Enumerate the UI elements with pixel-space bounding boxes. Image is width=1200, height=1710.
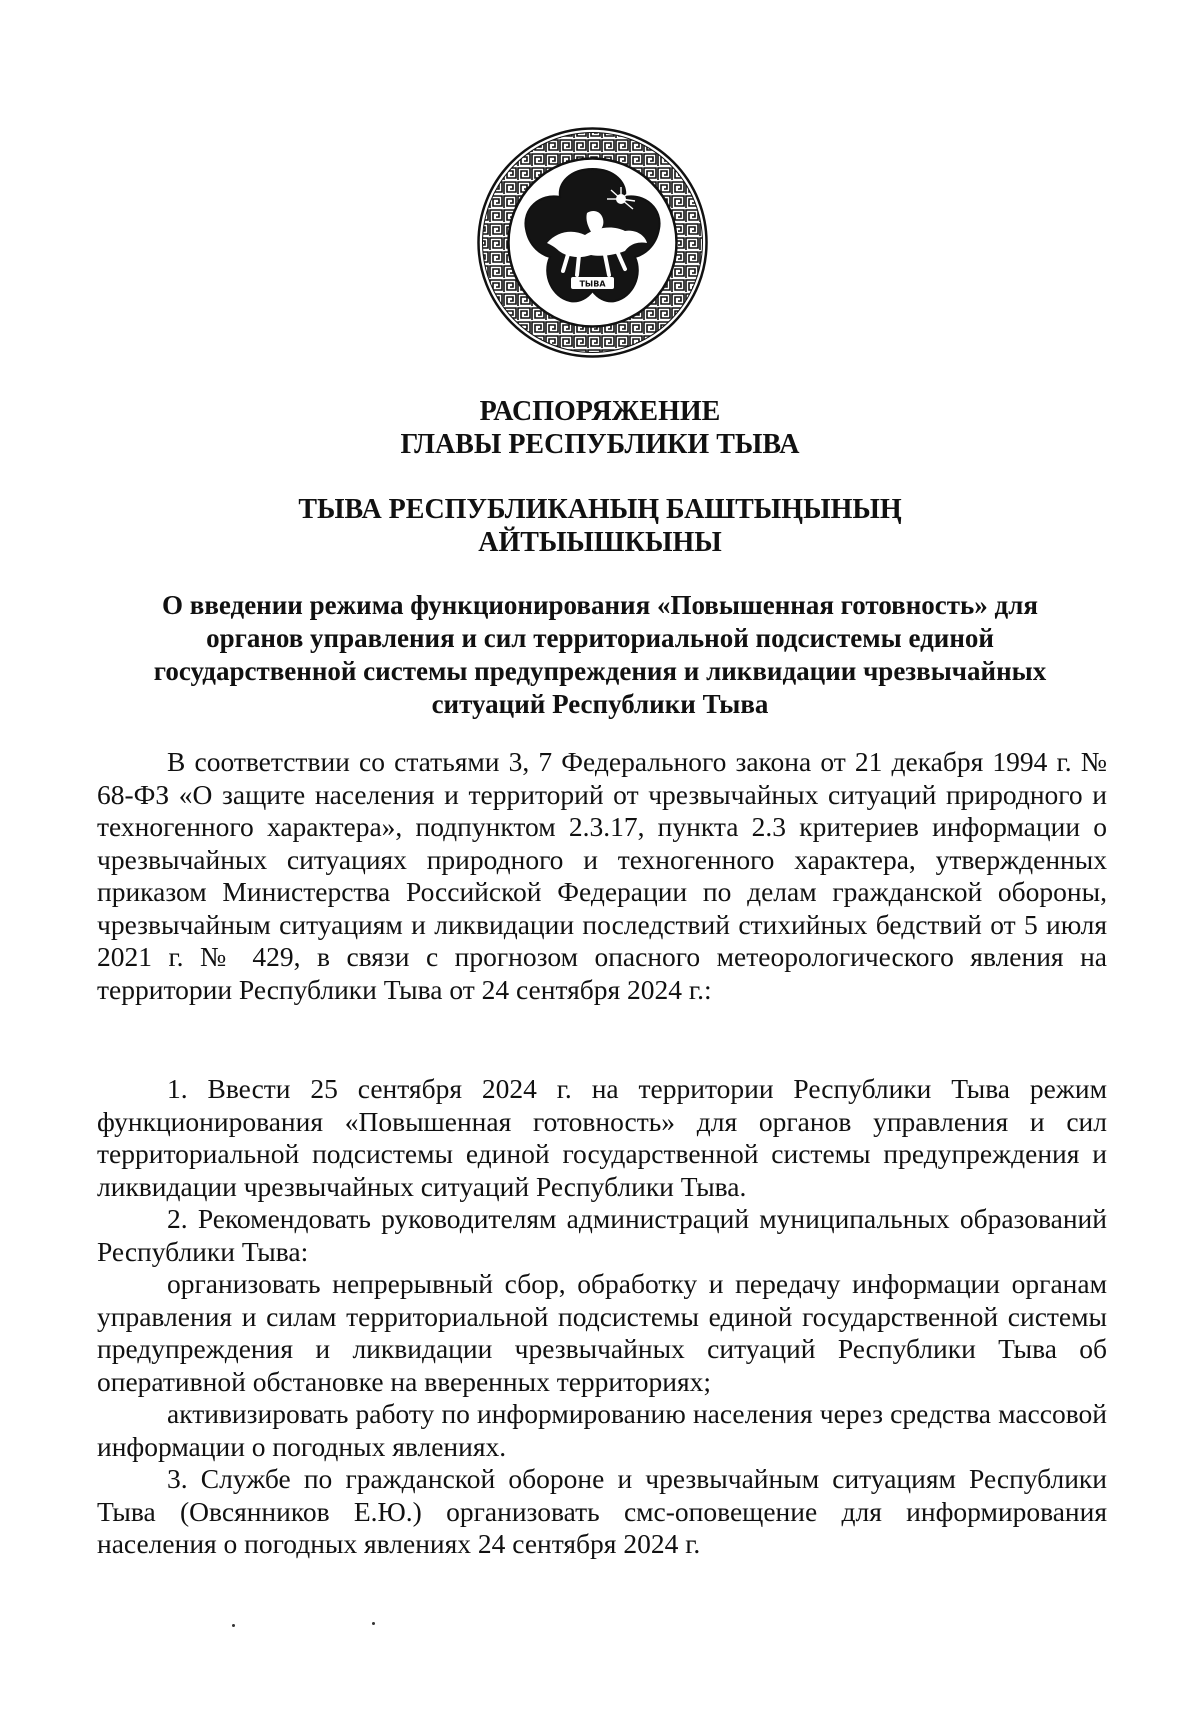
subject-text: О введении режима функционирования «Повышенная готовность» для органов управления и сил территориальной подсистемы единой государственной системы предупреждения и ликвидации чрезвычайных ситуаций Республики Тыва	[153, 590, 1047, 719]
item-2a-paragraph: организовать непрерывный сбор, обработку и передачу информации органам управления и силам территориальной подсистемы единой государственной системы предупреждения и ликвидации чрезвычайных ситуаций Республики Тыва об оперативной обстановке на вверенных территориях;	[97, 1268, 1107, 1397]
emblem-inscription: ТЫВА	[579, 279, 606, 289]
scan-speck	[372, 1622, 375, 1625]
tuvan-line-1: ТЫВА РЕСПУБЛИКАНЫҢ БАШТЫҢЫНЫҢ	[298, 494, 902, 525]
item-1-paragraph: 1. Ввести 25 сентября 2024 г. на территории Республики Тыва режим функционирования «Повышенная готовность» для органов управления и сил территориальной подсистемы единой государственной системы предупреждения и ликвидации чрезвычайных ситуаций Республики Тыва.	[97, 1073, 1107, 1202]
item-2b-paragraph: активизировать работу по информированию населения через средства массовой информации о погодных явлениях.	[97, 1398, 1107, 1462]
tuva-coat-of-arms-icon	[475, 125, 710, 360]
document-title	[90, 395, 1110, 461]
title-line-2: ГЛАВЫ РЕСПУБЛИКИ ТЫВА	[400, 429, 800, 460]
scan-specks	[0, 1622, 1200, 1632]
tuvan-line-2: АЙТЫЫШКЫНЫ	[478, 527, 722, 558]
title-line-1: РАСПОРЯЖЕНИЕ	[479, 396, 721, 427]
document-title-tuvan	[90, 493, 1110, 559]
document-subject	[115, 589, 1085, 721]
scan-speck	[232, 1624, 235, 1627]
item-3-paragraph: 3. Службе по гражданской обороне и чрезвычайным ситуациям Республики Тыва (Овсянников Е.Ю.) организовать смс-оповещение для информирования населения о погодных явлениях 24 сентября 2024 г.	[97, 1463, 1107, 1559]
item-2-paragraph: 2. Рекомендовать руководителям администраций муниципальных образований Республики Тыва:	[97, 1203, 1107, 1267]
intro-paragraph: В соответствии со статьями 3, 7 Федерального закона от 21 декабря 1994 г. № 68-ФЗ «О защите населения и территорий от чрезвычайных ситуаций природного и техногенного характера», подпунктом 2.3.17, пункта 2.3 критериев информации о чрезвычайных ситуациях природного и техногенного характера, утвержденных приказом Министерства Российской Федерации по делам гражданской обороны, чрезвычайным ситуациям и ликвидации последствий стихийных бедствий от 5 июля 2021 г. № 429, в связи с прогнозом опасного метеорологического явления на территории Республики Тыва от 24 сентября 2024 г.:	[97, 746, 1107, 1005]
